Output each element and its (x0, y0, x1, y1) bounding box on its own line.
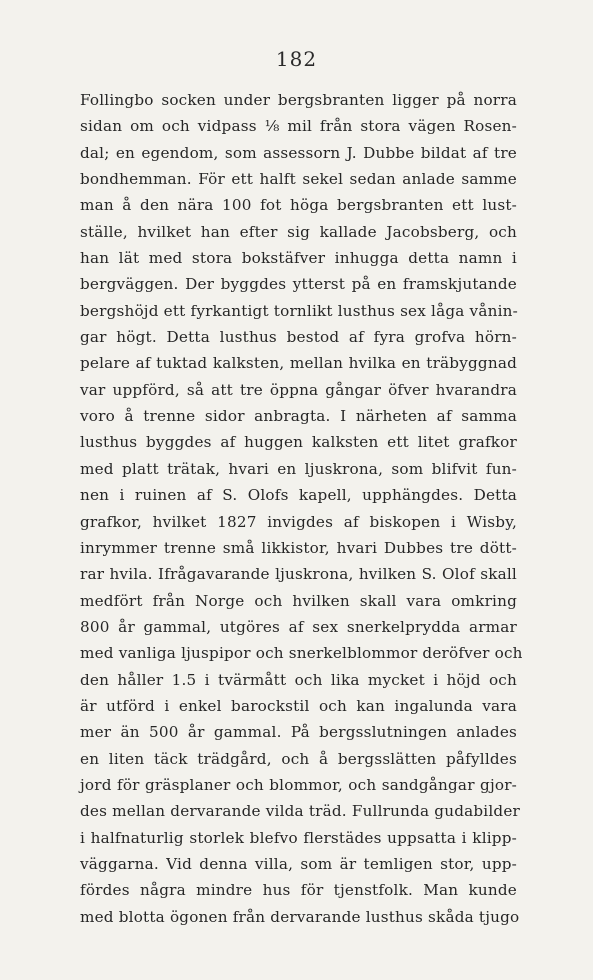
text-line: han lät med stora bokstäfver inhugga detta namn i (80, 249, 517, 268)
text-line: jord för gräsplaner och blommor, och sandgångar gjor- (80, 775, 517, 794)
text-line: 800 år gammal, utgöres af sex snerkelprydda armar (80, 617, 517, 636)
text-line: bergväggen. Der byggdes ytterst på en framskjutande (80, 275, 517, 294)
text-line: den håller 1.5 i tvärmått och lika mycket i höjd och (80, 670, 517, 689)
text-line: är utförd i enkel barockstil och kan ingalunda vara (80, 696, 517, 715)
text-line: bergshöjd ett fyrkantigt tornlikt lusthus sex låga vånin- (80, 301, 518, 320)
text-line: mer än 500 år gammal. På bergsslutningen anlades (80, 723, 517, 742)
text-line: bondhemman. För ett halft sekel sedan anlade samme (80, 170, 517, 189)
text-line: gar högt. Detta lusthus bestod af fyra grofva hörn- (80, 328, 517, 347)
text-line: med platt trätak, hvari en ljuskrona, som blifvit fun- (80, 459, 517, 478)
text-line: sidan om och vidpass ⅛ mil från stora vägen Rosen- (80, 117, 517, 136)
text-line: man å den nära 100 fot höga bergsbranten ett lust- (80, 196, 517, 215)
text-line: var uppförd, så att tre öppna gångar öfver hvarandra (80, 380, 517, 399)
text-line: pelare af tuktad kalksten, mellan hvilka en träbyggnad (80, 354, 517, 373)
text-line: nen i ruinen af S. Olofs kapell, upphängdes. Detta (80, 486, 517, 505)
text-line: i halfnaturlig storlek blefvo flerstädes uppsatta i klipp- (80, 828, 517, 847)
body-text (80, 87, 523, 930)
text-line: lusthus byggdes af huggen kalksten ett litet grafkor (80, 433, 517, 452)
text-line: dal; en egendom, som assessorn J. Dubbe bildat af tre (80, 143, 517, 162)
text-line: fördes några mindre hus för tjenstfolk. Man kunde (80, 881, 517, 900)
text-line: Follingbo socken under bergsbranten ligger på norra (80, 91, 517, 109)
text-line: rar hvila. Ifrågavarande ljuskrona, hvilken S. Olof skall (80, 565, 517, 584)
text-line: des mellan dervarande vilda träd. Fullrunda gudabilder (80, 802, 520, 821)
text-line: med vanliga ljuspipor och snerkelblommor deröfver och (80, 644, 523, 663)
text-line: en liten täck trädgård, och å bergsslätten påfylldes (80, 749, 517, 768)
text-line: med blotta ögonen från dervarande lusthus skåda tjugo (80, 907, 520, 926)
page-number: 182 (275, 47, 318, 71)
text-line: ställe, hvilket han efter sig kallade Jacobsberg, och (80, 222, 517, 241)
text-line: voro å trenne sidor anbragta. I närheten af samma (80, 407, 517, 426)
text-line: grafkor, hvilket 1827 invigdes af biskopen i Wisby, (80, 512, 517, 531)
text-line: väggarna. Vid denna villa, som är temligen stor, upp- (80, 854, 517, 873)
text-line: medfört från Norge och hvilken skall vara omkring (80, 591, 517, 610)
text-line: inrymmer trenne små likkistor, hvari Dubbes tre dött- (80, 538, 517, 557)
